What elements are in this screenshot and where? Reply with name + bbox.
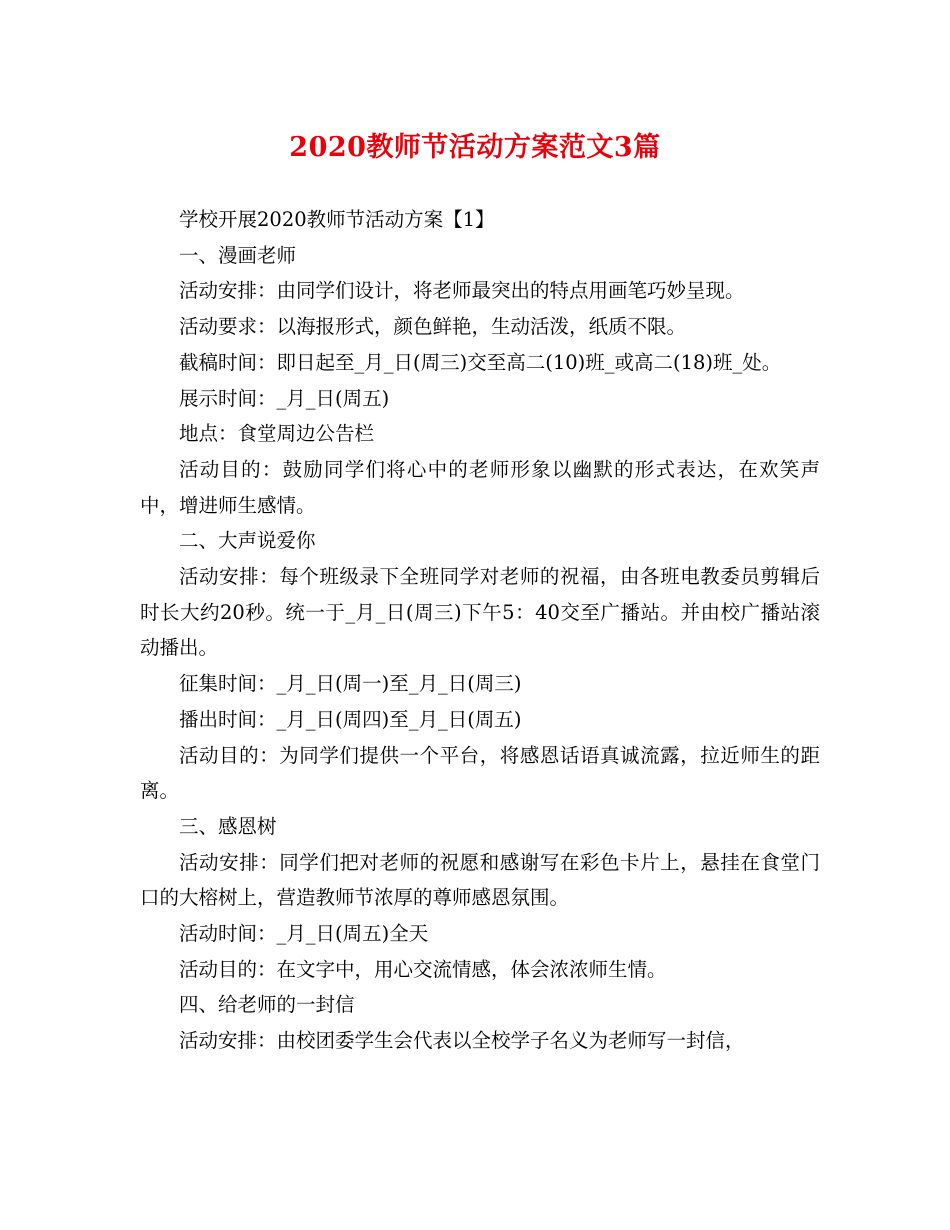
section-heading: 二、大声说爱你	[179, 529, 316, 553]
paragraph: 截稿时间：即日起至_月_日(周三)交至高二(10)班_或高二(18)班_处。	[179, 350, 782, 374]
paragraph: 征集时间：_月_日(周一)至_月_日(周三)	[179, 672, 522, 696]
paragraph: 活动目的：鼓励同学们将心中的老师形象以幽默的形式表达，在欢笑声中，增进师生感情。	[140, 457, 820, 517]
paragraph-heading-1: 学校开展2020教师节活动方案【1】	[179, 208, 495, 231]
paragraph: 活动要求：以海报形式，颜色鲜艳，生动活泼，纸质不限。	[179, 315, 687, 339]
paragraph: 活动安排：由同学们设计，将老师最突出的特点用画笔巧妙呈现。	[179, 279, 745, 303]
paragraph: 活动时间：_月_日(周五)全天	[179, 922, 429, 946]
paragraph: 活动安排：由校团委学生会代表以全校学子名义为老师写一封信，	[179, 1029, 745, 1053]
section-heading: 四、给老师的一封信	[179, 993, 355, 1017]
paragraph: 播出时间：_月_日(周四)至_月_日(周五)	[179, 707, 522, 731]
paragraph: 活动安排：每个班级录下全班同学对老师的祝福，由各班电教委员剪辑后时长大约20秒。统一于_月_日(周三)下午5：40交至广播站。并由校广播站滚动播出。	[140, 565, 820, 660]
paragraph: 地点：食堂周边公告栏	[179, 422, 375, 446]
paragraph: 活动安排：同学们把对老师的祝愿和感谢写在彩色卡片上，悬挂在食堂门口的大榕树上，营造教师节浓厚的尊师感恩氛围。	[140, 850, 820, 910]
paragraph: 展示时间：_月_日(周五)	[179, 386, 390, 410]
document-body	[140, 202, 820, 1059]
paragraph: 活动目的：在文字中，用心交流情感，体会浓浓师生情。	[179, 957, 667, 981]
section-heading: 三、感恩树	[179, 814, 277, 838]
section-heading: 一、漫画老师	[179, 243, 297, 267]
document-title: 2020教师节活动方案范文3篇	[289, 132, 661, 163]
paragraph: 活动目的：为同学们提供一个平台，将感恩话语真诚流露，拉近师生的距离。	[140, 743, 820, 803]
